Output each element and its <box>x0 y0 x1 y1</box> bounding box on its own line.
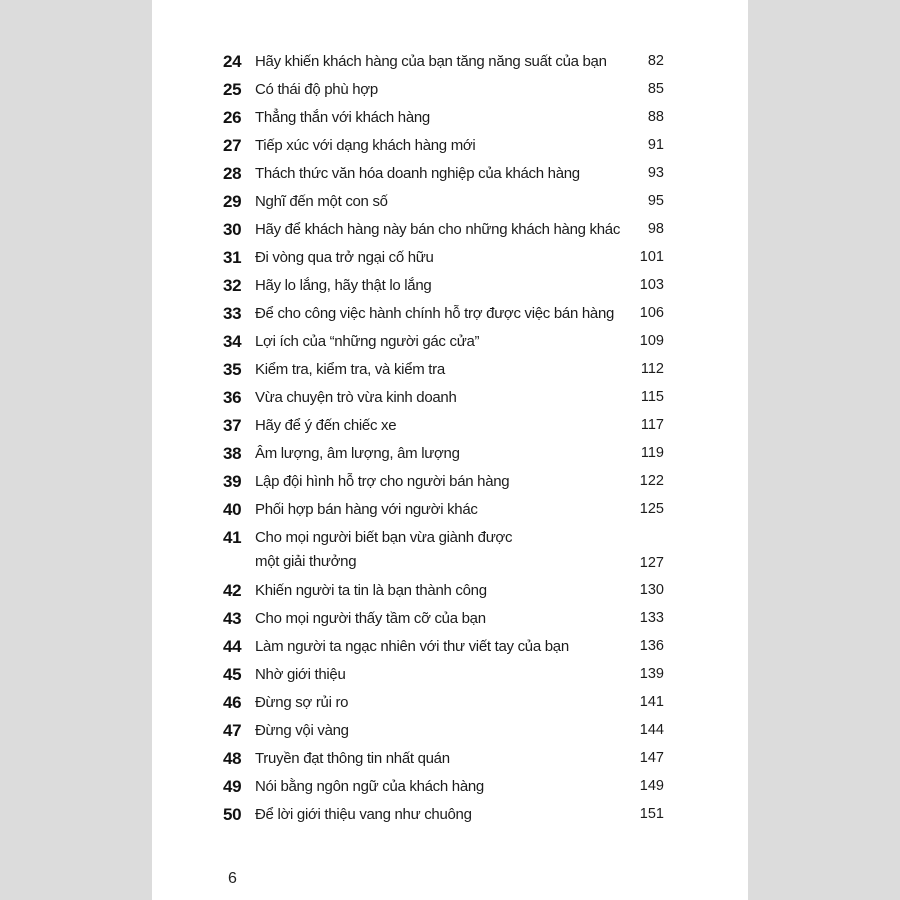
chapter-page-number: 91 <box>647 137 664 153</box>
chapter-title <box>255 638 569 655</box>
chapter-page-number: 103 <box>639 277 664 293</box>
chapter-title-text: Nói bằng ngôn ngữ của khách hàng <box>255 778 484 795</box>
chapter-page-number: 144 <box>639 722 664 738</box>
chapter-page-number: 85 <box>647 81 664 97</box>
chapter-page-number: 149 <box>639 778 664 794</box>
toc-entry <box>152 469 748 497</box>
chapter-number: 40 <box>223 500 242 519</box>
chapter-number: 32 <box>223 276 242 295</box>
toc-entry <box>152 606 748 634</box>
chapter-number: 31 <box>223 248 242 267</box>
chapter-number: 28 <box>223 164 242 183</box>
chapter-title <box>255 81 378 98</box>
chapter-title-text: Thẳng thắn với khách hàng <box>255 109 430 126</box>
chapter-number: 47 <box>223 721 242 740</box>
chapter-page-number: 139 <box>639 666 664 682</box>
chapter-title-text: Nhờ giới thiệu <box>255 666 346 683</box>
chapter-number: 33 <box>223 304 242 323</box>
toc-entry <box>152 245 748 273</box>
chapter-title <box>255 806 472 823</box>
toc-entry <box>152 413 748 441</box>
chapter-title <box>255 445 460 462</box>
chapter-page-number: 106 <box>639 305 664 321</box>
chapter-title-text: Khiến người ta tin là bạn thành công <box>255 582 487 599</box>
chapter-number: 42 <box>223 581 242 600</box>
chapter-number: 24 <box>223 52 242 71</box>
chapter-page-number: 127 <box>639 555 664 571</box>
chapter-page-number: 88 <box>647 109 664 125</box>
toc-entry <box>152 578 748 606</box>
toc-entry <box>152 301 748 329</box>
chapter-number: 43 <box>223 609 242 628</box>
chapter-title-text: Kiểm tra, kiểm tra, và kiểm tra <box>255 361 445 378</box>
chapter-number: 38 <box>223 444 242 463</box>
toc-entry <box>152 133 748 161</box>
toc-entry <box>152 105 748 133</box>
chapter-title-text: Đừng vội vàng <box>255 722 349 739</box>
chapter-page-number: 115 <box>640 389 664 405</box>
chapter-title-text: Cho mọi người biết bạn vừa giành được <box>255 529 513 546</box>
chapter-title <box>255 610 486 627</box>
chapter-title <box>255 361 445 378</box>
chapter-page-number: 122 <box>639 473 664 489</box>
chapter-title-text: Đi vòng qua trở ngại cố hữu <box>255 249 434 266</box>
chapter-page-number: 133 <box>639 610 664 626</box>
chapter-title-text: Làm người ta ngạc nhiên với thư viết tay của bạn <box>255 638 569 655</box>
chapter-title <box>255 750 450 767</box>
toc-entry <box>152 802 748 830</box>
chapter-page-number: 109 <box>639 333 664 349</box>
book-page <box>152 0 748 900</box>
chapter-title <box>255 473 509 490</box>
toc-entry <box>152 746 748 774</box>
chapter-title-text: Lập đội hình hỗ trợ cho người bán hàng <box>255 473 510 490</box>
toc-entry <box>152 497 748 525</box>
chapter-page-number: 93 <box>647 165 664 181</box>
chapter-title <box>255 722 349 739</box>
chapter-title-text: Hãy lo lắng, hãy thật lo lắng <box>255 277 432 294</box>
toc-entry <box>152 161 748 189</box>
toc-entry <box>152 662 748 690</box>
chapter-title-text: Để lời giới thiệu vang như chuông <box>255 806 472 823</box>
chapter-number: 49 <box>223 777 242 796</box>
chapter-title-text: Nghĩ đến một con số <box>255 193 388 210</box>
toc-entry <box>152 774 748 802</box>
chapter-title <box>255 193 388 210</box>
chapter-page-number: 136 <box>639 638 664 654</box>
toc-entry <box>152 634 748 662</box>
toc-entry <box>152 718 748 746</box>
toc-entry <box>152 329 748 357</box>
toc-entry <box>152 690 748 718</box>
chapter-number: 25 <box>223 80 242 99</box>
chapter-title-text: Cho mọi người thấy tầm cỡ của bạn <box>255 610 486 627</box>
chapter-page-number: 117 <box>640 417 664 433</box>
chapter-title <box>255 249 434 266</box>
toc-entry <box>152 273 748 301</box>
chapter-page-number: 112 <box>640 361 664 377</box>
toc-entry <box>152 77 748 105</box>
chapter-title-text: Hãy khiến khách hàng của bạn tăng năng suất của bạn <box>255 53 607 70</box>
chapter-number: 35 <box>223 360 242 379</box>
toc-entry <box>152 357 748 385</box>
chapter-title-text: Âm lượng, âm lượng, âm lượng <box>255 445 460 462</box>
chapter-number: 27 <box>223 136 242 155</box>
chapter-number: 30 <box>223 220 242 239</box>
chapter-page-number: 82 <box>647 53 664 69</box>
chapter-number: 41 <box>223 528 242 547</box>
chapter-page-number: 125 <box>639 501 664 517</box>
chapter-title <box>255 417 396 434</box>
chapter-title <box>255 137 475 154</box>
toc-entry <box>152 385 748 413</box>
chapter-title <box>255 389 457 406</box>
chapter-number: 37 <box>223 416 242 435</box>
chapter-title <box>255 501 478 518</box>
chapter-page-number: 95 <box>647 193 664 209</box>
chapter-title <box>255 221 620 238</box>
chapter-number: 39 <box>223 472 242 491</box>
chapter-title-text: Truyền đạt thông tin nhất quán <box>255 750 450 767</box>
chapter-title-text: Lợi ích của “những người gác cửa” <box>255 333 480 350</box>
chapter-title-text: Đừng sợ rủi ro <box>255 694 349 711</box>
chapter-page-number: 119 <box>640 445 664 461</box>
chapter-title <box>255 666 346 683</box>
chapter-title-text: Có thái độ phù hợp <box>255 81 378 98</box>
chapter-number: 34 <box>223 332 242 351</box>
chapter-title-text: Thách thức văn hóa doanh nghiệp của khách hàng <box>255 165 580 182</box>
chapter-number: 26 <box>223 108 242 127</box>
chapter-title-text: Để cho công việc hành chính hỗ trợ được việc bán hàng <box>255 305 615 322</box>
chapter-page-number: 101 <box>639 249 664 265</box>
chapter-title <box>255 305 614 322</box>
chapter-number: 50 <box>223 805 242 824</box>
chapter-title <box>255 109 430 126</box>
chapter-title <box>255 53 607 70</box>
chapter-page-number: 147 <box>639 750 664 766</box>
page-number: 6 <box>228 870 237 887</box>
toc-entry <box>152 217 748 245</box>
toc-entry <box>152 49 748 77</box>
toc-entry <box>152 441 748 469</box>
chapter-title <box>255 778 484 795</box>
chapter-title-text: Phối hợp bán hàng với người khác <box>255 501 478 518</box>
chapter-number: 44 <box>223 637 242 656</box>
chapter-title <box>255 529 512 570</box>
chapter-title-text: Hãy để khách hàng này bán cho những khách hàng khác <box>255 221 621 238</box>
chapter-title <box>255 582 487 599</box>
chapter-page-number: 141 <box>639 694 664 710</box>
chapter-number: 45 <box>223 665 242 684</box>
chapter-title-text: Hãy để ý đến chiếc xe <box>255 417 397 434</box>
table-of-contents <box>152 49 748 830</box>
chapter-number: 48 <box>223 749 242 768</box>
chapter-title <box>255 165 580 182</box>
toc-entry <box>152 189 748 217</box>
chapter-number: 46 <box>223 693 242 712</box>
chapter-title <box>255 333 479 350</box>
chapter-title-text: Tiếp xúc với dạng khách hàng mới <box>255 137 476 154</box>
chapter-title <box>255 694 348 711</box>
chapter-number: 36 <box>223 388 242 407</box>
chapter-title <box>255 277 431 294</box>
chapter-page-number: 98 <box>647 221 664 237</box>
toc-entry <box>152 525 748 578</box>
chapter-page-number: 130 <box>639 582 664 598</box>
chapter-number: 29 <box>223 192 242 211</box>
chapter-page-number: 151 <box>639 806 664 822</box>
chapter-title-continuation: một giải thưởng <box>255 553 357 570</box>
chapter-title-text: Vừa chuyện trò vừa kinh doanh <box>255 389 457 406</box>
